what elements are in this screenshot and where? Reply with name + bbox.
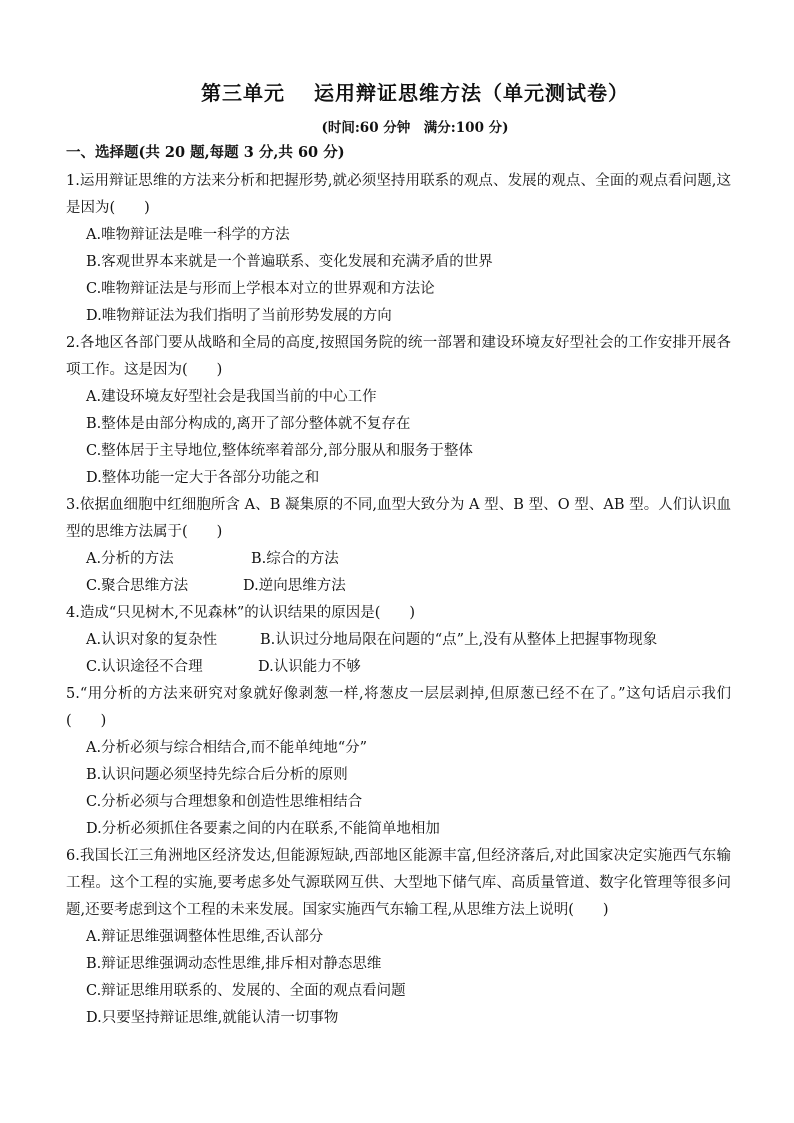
- option-d: D.分析必须抓住各要素之间的内在联系,不能简单地相加: [86, 821, 440, 837]
- question-2: [66, 330, 731, 492]
- option-c: C.辩证思维用联系的、发展的、全面的观点看问题: [86, 983, 406, 999]
- question-1: [66, 168, 731, 330]
- question-4: [66, 600, 731, 681]
- option-d: D.唯物辩证法为我们指明了当前形势发展的方向: [86, 308, 392, 324]
- option-a: A.辩证思维强调整体性思维,否认部分: [86, 929, 324, 945]
- option-c: C.整体居于主导地位,整体统率着部分,部分服从和服务于整体: [86, 443, 473, 459]
- option-d: D.整体功能一定大于各部分功能之和: [86, 470, 320, 486]
- question-list: [66, 168, 731, 1032]
- option-b: B.整体是由部分构成的,离开了部分整体就不复存在: [86, 416, 411, 432]
- option-a: A.唯物辩证法是唯一科学的方法: [86, 227, 290, 243]
- question-stem: 4.造成“只见树木,不见森林”的认识结果的原因是( ): [66, 605, 416, 621]
- option-b: B.综合的方法: [251, 551, 339, 567]
- option-row: [66, 573, 731, 600]
- option-b: B.辩证思维强调动态性思维,排斥相对静态思维: [86, 956, 382, 972]
- page-title: 第三单元 运用辩证思维方法（单元测试卷）: [201, 81, 629, 105]
- option-d: D.认识能力不够: [258, 659, 361, 675]
- option-a: A.分析必须与综合相结合,而不能单纯地“分”: [86, 740, 368, 756]
- question-stem: 2.各地区各部门要从战略和全局的高度,按照国务院的统一部署和建设环境友好型社会的工作安排开展各项工作。这是因为( ): [66, 335, 731, 378]
- option-b: B.认识问题必须坚持先综合后分析的原则: [86, 767, 348, 783]
- option-d: D.逆向思维方法: [243, 578, 346, 594]
- option-a: A.分析的方法: [86, 551, 174, 567]
- option-row: [66, 654, 731, 681]
- exam-info: (时间:60 分钟 满分:100 分): [321, 120, 509, 136]
- question-3: [66, 492, 731, 600]
- question-stem: 1.运用辩证思维的方法来分析和把握形势,就必须坚持用联系的观点、发展的观点、全面的观点看问题,这是因为( ): [66, 173, 731, 216]
- option-a: A.建设环境友好型社会是我国当前的中心工作: [86, 389, 377, 405]
- option-b: B.客观世界本来就是一个普遍联系、变化发展和充满矛盾的世界: [86, 254, 493, 270]
- option-c: C.分析必须与合理想象和创造性思维相结合: [86, 794, 363, 810]
- option-c: C.唯物辩证法是与形而上学根本对立的世界观和方法论: [86, 281, 435, 297]
- question-stem: 5.“用分析的方法来研究对象就好像剥葱一样,将葱皮一层层剥掉,但原葱已经不在了。”这句话启示我们( ): [66, 686, 731, 729]
- option-c: C.聚合思维方法: [86, 578, 189, 594]
- question-5: [66, 681, 731, 843]
- section-heading: 一、选择题(共 20 题,每题 3 分,共 60 分): [66, 144, 345, 161]
- question-stem: 6.我国长江三角洲地区经济发达,但能源短缺,西部地区能源丰富,但经济落后,对此国家决定实施西气东输工程。这个工程的实施,要考虑多处气源联网互供、大型地下储气库、高质量管道、数字化管理等很多问题,还要考虑到这个工程的未来发展。国家实施西气东输工程,从思维方法上说明( ): [66, 848, 731, 918]
- option-row: [66, 546, 731, 573]
- option-a: A.认识对象的复杂性: [86, 632, 218, 648]
- option-b: B.认识过分地局限在问题的“点”上,没有从整体上把握事物现象: [260, 632, 658, 648]
- option-c: C.认识途径不合理: [86, 659, 203, 675]
- question-6: [66, 843, 731, 1032]
- option-d: D.只要坚持辩证思维,就能认清一切事物: [86, 1010, 339, 1026]
- option-row: [66, 627, 731, 654]
- question-stem: 3.依据血细胞中红细胞所含 A、B 凝集原的不同,血型大致分为 A 型、B 型、O 型、AB 型。人们认识血型的思维方法属于( ): [66, 497, 731, 540]
